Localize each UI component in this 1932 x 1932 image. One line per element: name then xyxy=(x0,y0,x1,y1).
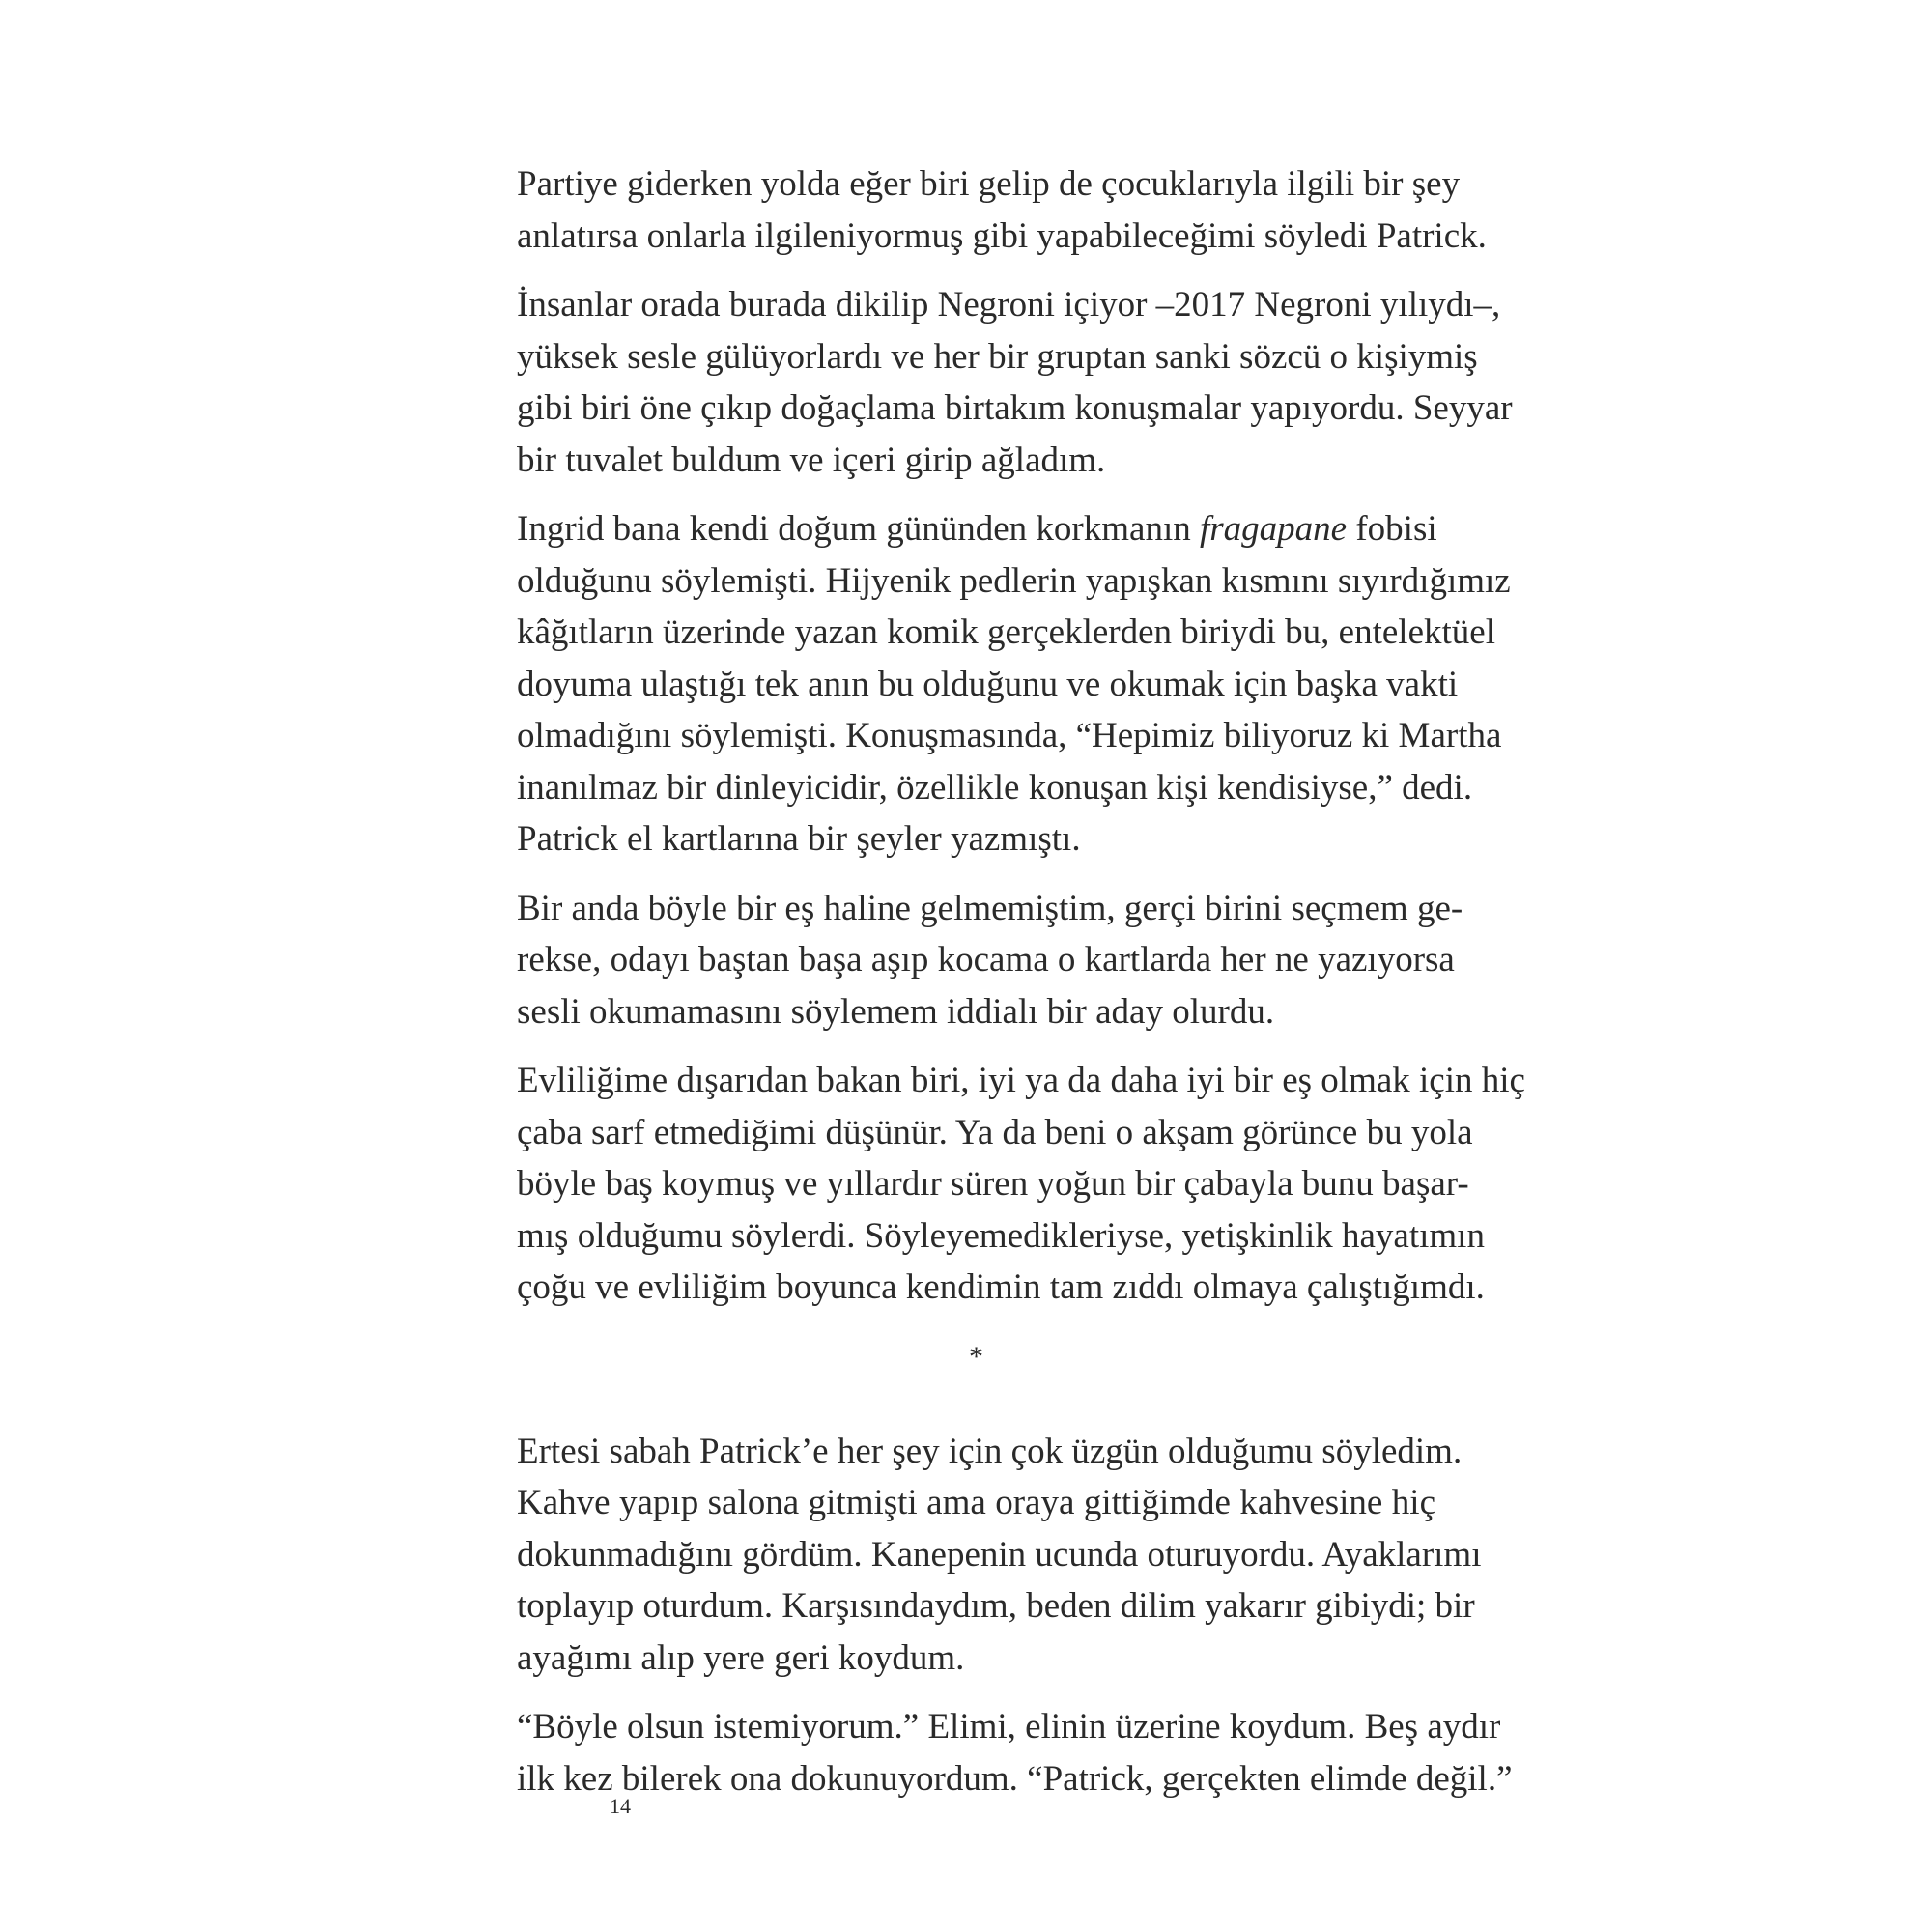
paragraph-3 xyxy=(517,503,1511,866)
paragraph-5 xyxy=(517,1055,1525,1314)
paragraph-6 xyxy=(517,1426,1482,1685)
text-line: Patrick el kartlarına bir şeyler yazmıştı. xyxy=(517,819,1081,859)
text-line: dokunmadığını gördüm. Kanepenin ucunda oturuyordu. Ayaklarımı xyxy=(517,1534,1482,1575)
paragraph-7 xyxy=(517,1701,1513,1804)
text-line: çoğu ve evliliğim boyunca kendimin tam zıddı olmaya çalıştığımdı. xyxy=(517,1267,1485,1307)
text-line: böyle baş koymuş ve yıllardır süren yoğun bir çabayla bunu başar- xyxy=(517,1164,1469,1204)
text-line: Partiye giderken yolda eğer biri gelip de çocuklarıyla ilgili bir şey xyxy=(517,164,1461,204)
text-line: mış olduğumu söylerdi. Söyleyemedikleriyse, yetişkinlik hayatımın xyxy=(517,1215,1485,1256)
text-line: inanılmaz bir dinleyicidir, özellikle konuşan kişi kendisiyse,” dedi. xyxy=(517,767,1473,808)
italic-term: fragapane xyxy=(1199,509,1348,549)
text-line xyxy=(517,503,1435,555)
text-line: Evliliğime dışarıdan bakan biri, iyi ya da daha iyi bir eş olmak için hiç xyxy=(517,1061,1525,1100)
text-line: Bir anda böyle bir eş haline gelmemiştim, gerçi birini seçmem ge- xyxy=(517,888,1463,928)
text-line: “Böyle olsun istemiyorum.” Elimi, elinin üzerine koydum. Beş aydır xyxy=(517,1707,1501,1747)
paragraph-4 xyxy=(517,883,1463,1038)
text-line: kâğıtların üzerinde yazan komik gerçeklerden biriydi bu, entelektüel xyxy=(517,612,1495,652)
text-line: gibi biri öne çıkıp doğaçlama birtakım konuşmalar yapıyordu. Seyyar xyxy=(517,388,1513,428)
text-line: çaba sarf etmediğimi düşünür. Ya da beni o akşam görünce bu yola xyxy=(517,1112,1473,1152)
paragraph-1 xyxy=(517,158,1487,262)
text-fragment: Ingrid bana kendi doğum gününden korkmanın xyxy=(517,509,1200,549)
page-number: 14 xyxy=(610,1794,631,1818)
text-line: olduğunu söylemişti. Hijyenik pedlerin yapışkan kısmını sıyırdığımız xyxy=(517,560,1511,601)
body-text xyxy=(517,158,1525,1804)
text-line: rekse, odayı baştan başa aşıp kocama o kartlarda her ne yazıyorsa xyxy=(517,940,1455,980)
section-separator: * xyxy=(969,1340,983,1373)
text-line: doyuma ulaştığı tek anın bu olduğunu ve okumak için başka vakti xyxy=(517,664,1459,704)
text-line: yüksek sesle gülüyorlardı ve her bir gruptan sanki sözcü o kişiymiş xyxy=(517,336,1478,377)
text-line: anlatırsa onlarla ilgileniyormuş gibi yapabileceğimi söyledi Patrick. xyxy=(517,215,1487,256)
text-line: toplayıp oturdum. Karşısındaydım, beden dilim yakarır gibiydi; bir xyxy=(517,1586,1475,1626)
text-line: İnsanlar orada burada dikilip Negroni içiyor –2017 Negroni yılıydı–, xyxy=(517,285,1501,325)
text-line: Kahve yapıp salona gitmişti ama oraya gittiğimde kahvesine hiç xyxy=(517,1483,1435,1522)
text-fragment: fobisi xyxy=(1347,509,1437,549)
text-line: sesli okumamasını söylemem iddialı bir aday olurdu. xyxy=(517,991,1275,1032)
text-line: ayağımı alıp yere geri koydum. xyxy=(517,1637,965,1678)
text-line: Ertesi sabah Patrick’e her şey için çok üzgün olduğumu söyledim. xyxy=(517,1431,1463,1471)
text-line: bir tuvalet buldum ve içeri girip ağladım. xyxy=(517,440,1106,480)
paragraph-2 xyxy=(517,279,1513,486)
text-line: olmadığını söylemişti. Konuşmasında, “Hepimiz biliyoruz ki Martha xyxy=(517,716,1502,755)
text-line: ilk kez bilerek ona dokunuyordum. “Patrick, gerçekten elimde değil.” xyxy=(517,1758,1513,1799)
